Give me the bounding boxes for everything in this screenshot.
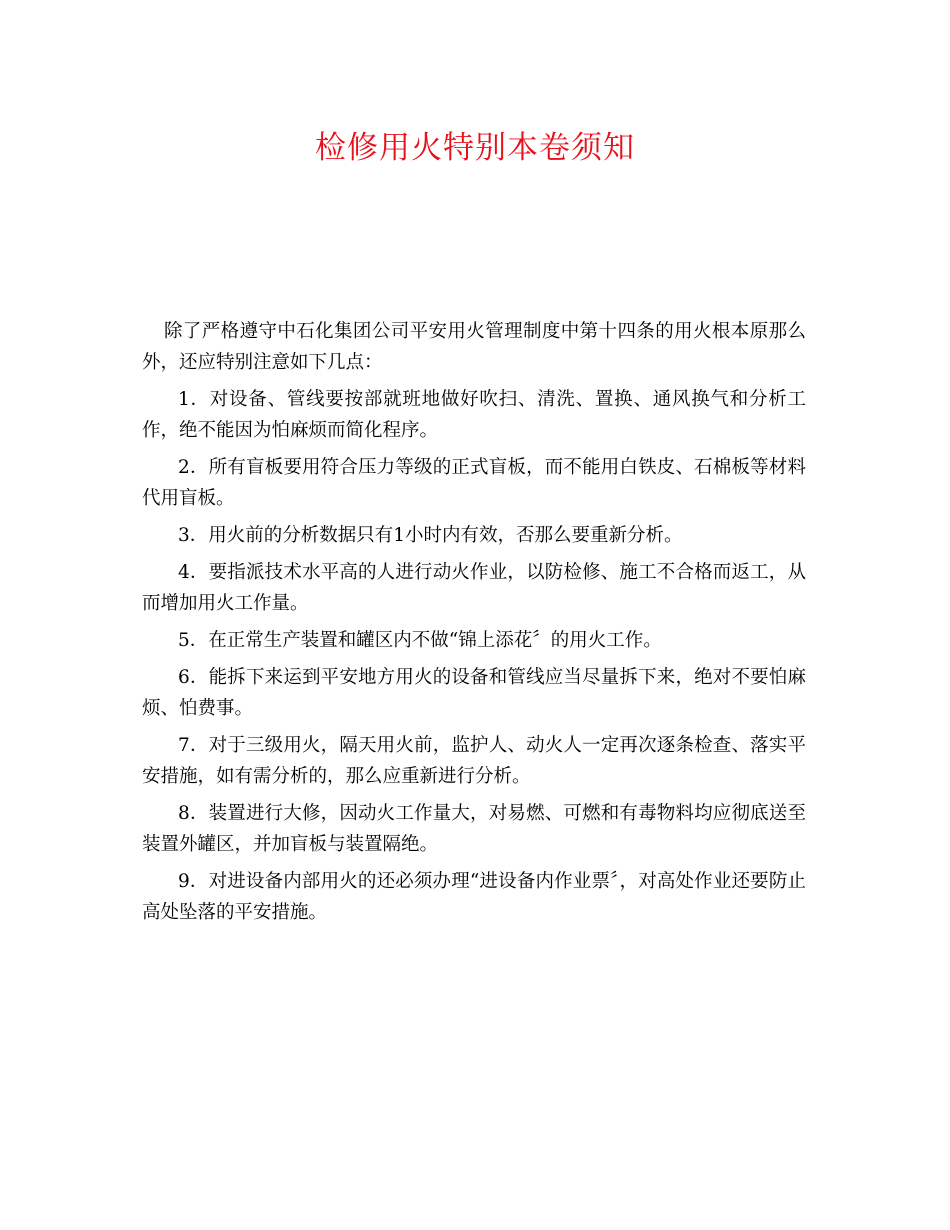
list-item <box>142 520 806 551</box>
item-text: 用火前的分析数据只有1小时内有效，否那么要重新分析。 <box>208 525 683 546</box>
list-item <box>142 625 806 656</box>
item-number: 2． <box>178 457 209 478</box>
item-text: 在正常生产装置和罐区内不做“锦上添花〞的用火工作。 <box>208 630 662 651</box>
item-text: 对进设备内部用火的还必须办理“进设备内作业票〞，对高处作业还要防止高处坠落的平安措施。 <box>142 871 806 923</box>
list-item <box>142 452 806 514</box>
intro-paragraph: 除了严格遵守中石化集团公司平安用火管理制度中第十四条的用火根本原那么外，还应特别注意如下几点： <box>142 321 806 373</box>
item-text: 要指派技术水平高的人进行动火作业，以防检修、施工不合格而返工，从而增加用火工作量。 <box>142 562 806 614</box>
list-item <box>142 730 806 792</box>
item-number: 7． <box>178 735 209 756</box>
list-item <box>142 662 806 724</box>
item-number: 8． <box>178 803 209 824</box>
list-item <box>142 557 806 619</box>
document-body <box>142 316 806 934</box>
item-text: 对于三级用火，隔天用火前，监护人、动火人一定再次逐条检查、落实平安措施，如有需分析的，那么应重新进行分析。 <box>142 735 806 787</box>
item-text: 装置进行大修，因动火工作量大，对易燃、可燃和有毒物料均应彻底送至装置外罐区，并加盲板与装置隔绝。 <box>142 803 806 855</box>
list-item <box>142 866 806 928</box>
item-number: 5． <box>178 630 209 651</box>
item-text: 能拆下来运到平安地方用火的设备和管线应当尽量拆下来，绝对不要怕麻烦、怕费事。 <box>142 667 806 719</box>
item-number: 4． <box>178 562 209 583</box>
list-item <box>142 384 806 446</box>
list-item <box>142 798 806 860</box>
item-text: 所有盲板要用符合压力等级的正式盲板，而不能用白铁皮、石棉板等材料代用盲板。 <box>142 457 806 509</box>
item-number: 9． <box>178 871 209 892</box>
item-text: 对设备、管线要按部就班地做好吹扫、清洗、置换、通风换气和分析工作，绝不能因为怕麻烦而简化程序。 <box>142 389 806 441</box>
item-number: 6． <box>178 667 209 688</box>
document-title: 检修用火特别本卷须知 <box>315 130 635 166</box>
item-number: 1． <box>178 389 210 410</box>
item-number: 3． <box>178 525 209 546</box>
